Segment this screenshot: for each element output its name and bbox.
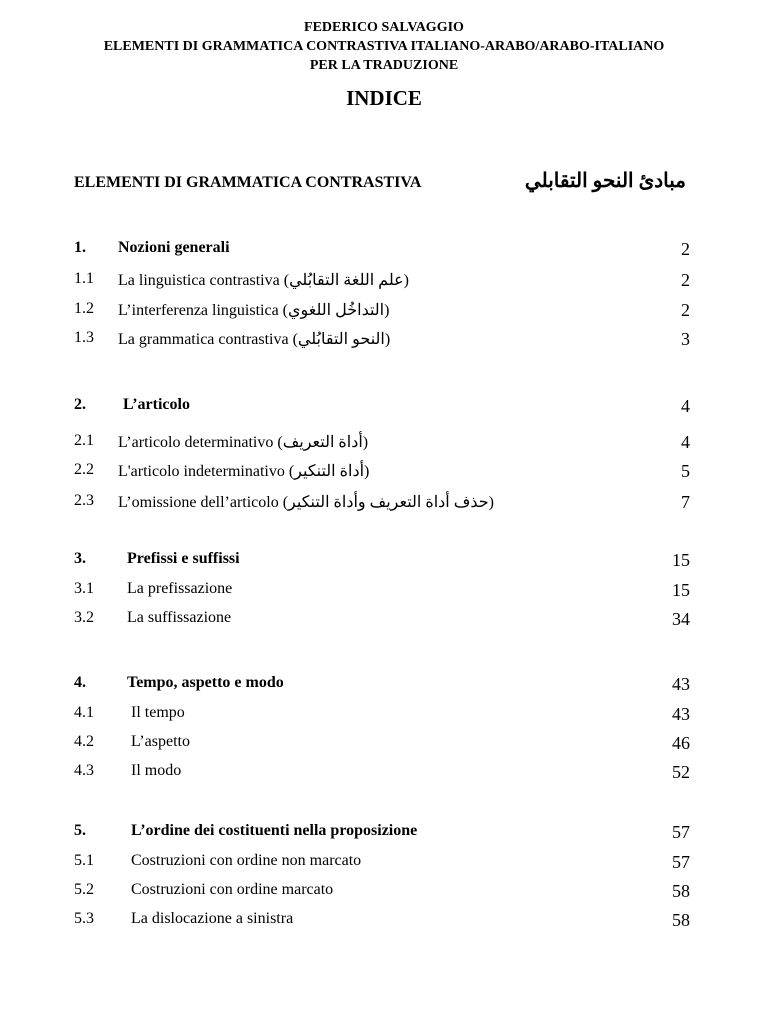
toc-row-2-1[interactable]	[74, 432, 690, 456]
section-title-italian: ELEMENTI DI GRAMMATICA CONTRASTIVA	[74, 174, 422, 191]
toc-page: 4	[681, 396, 690, 416]
toc-title: L’articolo	[123, 396, 190, 413]
toc-page: 4	[681, 432, 690, 452]
toc-row-1[interactable]	[74, 239, 690, 263]
book-subtitle: PER LA TRADUZIONE	[309, 58, 459, 73]
toc-title: La prefissazione	[127, 580, 233, 597]
toc-title: La suffissazione	[127, 609, 232, 626]
toc-row-4[interactable]	[74, 674, 690, 698]
toc-title: Costruzioni con ordine marcato	[131, 881, 334, 898]
section-heading	[74, 170, 690, 196]
toc-title: L’aspetto	[131, 733, 190, 750]
book-title: ELEMENTI DI GRAMMATICA CONTRASTIVA ITALIANO-ARABO/ARABO-ITALIANO	[103, 39, 665, 54]
toc-title: L’interferenza linguistica (التداخُل اللغوي)	[118, 302, 390, 319]
toc-page: 15	[672, 550, 690, 570]
toc-page: 5	[681, 461, 690, 481]
toc-title: L’ordine dei costituenti nella proposizione	[131, 822, 418, 839]
toc-number: 4.	[74, 674, 86, 691]
index-heading: INDICE	[346, 86, 422, 110]
toc-row-3-2[interactable]	[74, 609, 690, 633]
toc-number: 5.1	[74, 852, 94, 869]
toc-row-5-1[interactable]	[74, 852, 690, 876]
toc-number: 1.2	[74, 300, 94, 317]
toc-row-4-1[interactable]	[74, 704, 690, 728]
toc-number: 1.	[74, 239, 86, 256]
toc-page: 58	[672, 910, 690, 930]
toc-number: 5.	[74, 822, 86, 839]
toc-page: 2	[681, 270, 690, 290]
toc-row-3-1[interactable]	[74, 580, 690, 604]
toc-row-2[interactable]	[74, 396, 690, 420]
toc-page: 34	[672, 609, 690, 629]
toc-number: 2.3	[74, 492, 94, 509]
toc-title: La dislocazione a sinistra	[131, 910, 294, 927]
toc-title: Tempo, aspetto e modo	[127, 674, 284, 691]
author-name: FEDERICO SALVAGGIO	[304, 20, 464, 35]
toc-row-4-3[interactable]	[74, 762, 690, 786]
toc-number: 5.2	[74, 881, 94, 898]
toc-number: 4.2	[74, 733, 94, 750]
toc-number: 1.1	[74, 270, 94, 287]
toc-number: 5.3	[74, 910, 94, 927]
toc-number: 3.2	[74, 609, 94, 626]
toc-page: 57	[672, 822, 690, 842]
toc-number: 2.1	[74, 432, 94, 449]
toc-number: 3.	[74, 550, 86, 567]
toc-title: La linguistica contrastiva (علم اللغة التقابُلي)	[118, 272, 409, 289]
section-title-arabic: مبادئ النحو التقابلي	[524, 170, 686, 192]
toc-title: L’omissione dell’articolo (حذف أداة التعريف وأداة التنكير)	[118, 494, 494, 511]
toc-page: 46	[672, 733, 690, 753]
toc-number: 2.	[74, 396, 86, 413]
toc-page: 43	[672, 704, 690, 724]
toc-title: Il tempo	[131, 704, 185, 721]
toc-number: 1.3	[74, 329, 94, 346]
toc-number: 3.1	[74, 580, 94, 597]
toc-row-5[interactable]	[74, 822, 690, 846]
toc-row-5-3[interactable]	[74, 910, 690, 934]
toc-page: 7	[681, 492, 690, 512]
toc-title: La grammatica contrastiva (النحو التقابُلي)	[118, 331, 391, 348]
toc-page: 52	[672, 762, 690, 782]
toc-row-2-2[interactable]	[74, 461, 690, 485]
toc-page: 43	[672, 674, 690, 694]
toc-row-1-2[interactable]	[74, 300, 690, 324]
toc-row-2-3[interactable]	[74, 492, 690, 516]
toc-row-5-2[interactable]	[74, 881, 690, 905]
toc-title: L'articolo indeterminativo (أداة التنكير)	[118, 463, 370, 480]
toc-number: 2.2	[74, 461, 94, 478]
toc-row-4-2[interactable]	[74, 733, 690, 757]
toc-page: 15	[672, 580, 690, 600]
toc-title: Il modo	[131, 762, 182, 779]
toc-title: Nozioni generali	[118, 239, 230, 256]
toc-title: Prefissi e suffissi	[127, 550, 240, 567]
toc-page: 2	[681, 300, 690, 320]
toc-number: 4.1	[74, 704, 94, 721]
toc-page: 3	[681, 329, 690, 349]
toc-page: 2	[681, 239, 690, 259]
toc-number: 4.3	[74, 762, 94, 779]
toc-title: L’articolo determinativo (أداة التعريف)	[118, 434, 369, 451]
toc-row-1-3[interactable]	[74, 329, 690, 353]
toc-row-1-1[interactable]	[74, 270, 690, 294]
toc-row-3[interactable]	[74, 550, 690, 574]
toc-page: 58	[672, 881, 690, 901]
toc-page: 57	[672, 852, 690, 872]
toc-title: Costruzioni con ordine non marcato	[131, 852, 362, 869]
